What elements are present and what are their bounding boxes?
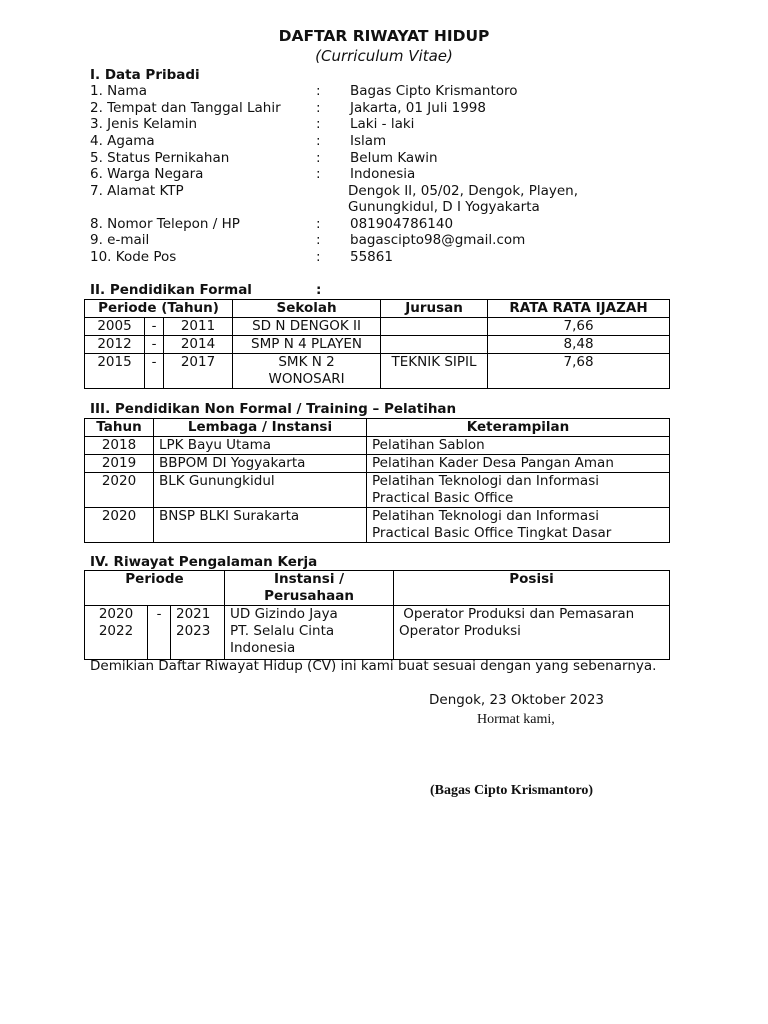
header-period: Periode (Tahun) [85, 300, 233, 318]
section-heading-personal: I. Data Pribadi [90, 67, 200, 83]
field-colon: : [316, 83, 321, 99]
field-value: Indonesia [350, 166, 416, 182]
work-position-2: Operator Produksi [399, 623, 521, 639]
header-year: Tahun [85, 419, 154, 437]
work-start-1: 2020 [98, 606, 134, 622]
header-company [225, 571, 394, 606]
field-value: Jakarta, 01 Juli 1998 [350, 100, 486, 116]
header-period: Periode [85, 571, 225, 606]
table-row [85, 606, 670, 660]
school-name: SD N DENGOK II [233, 318, 381, 336]
table-row [85, 473, 670, 508]
field-label: 7. Alamat KTP [90, 183, 184, 199]
training-year: 2020 [85, 473, 154, 508]
table-header-row [85, 419, 670, 437]
work-position-1: Operator Produksi dan Pemasaran [399, 606, 635, 622]
training-institution: BLK Gunungkidul [154, 473, 367, 508]
field-value-line2: Gunungkidul, D I Yogyakarta [348, 199, 540, 215]
field-colon: : [316, 116, 321, 132]
period-start: 2015 [85, 354, 145, 389]
work-positions [394, 606, 670, 660]
field-colon: : [316, 150, 321, 166]
field-value: Islam [350, 133, 387, 149]
work-companies [225, 606, 394, 660]
field-colon: : [316, 166, 321, 182]
field-label: 9. e-mail [90, 232, 150, 248]
table-row [85, 508, 670, 543]
training-institution: BNSP BLKI Surakarta [154, 508, 367, 543]
work-start-2: 2022 [98, 623, 134, 639]
period-start: 2005 [85, 318, 145, 336]
field-colon: : [316, 232, 321, 248]
field-value: 081904786140 [350, 216, 454, 232]
period-start: 2012 [85, 336, 145, 354]
table-row [85, 437, 670, 455]
work-company-1: UD Gizindo Jaya [230, 606, 338, 622]
section-heading-nonformal: III. Pendidikan Non Formal / Training – Pelatihan [90, 401, 457, 417]
training-skill [367, 508, 670, 543]
major: TEKNIK SIPIL [381, 354, 488, 389]
place-and-date: Dengok, 23 Oktober 2023 [429, 692, 605, 708]
score: 8,48 [488, 336, 670, 354]
header-company-line1: Instansi / [273, 571, 345, 587]
formal-education-table [84, 299, 670, 389]
regards-text: Hormat kami, [477, 712, 555, 727]
section-heading-formal: II. Pendidikan Formal [90, 282, 252, 298]
field-value: Dengok II, 05/02, Dengok, Playen, [348, 183, 579, 199]
field-label: 8. Nomor Telepon / HP [90, 216, 240, 232]
table-header-row [85, 571, 670, 606]
field-colon: : [316, 216, 321, 232]
header-score: RATA RATA IJAZAH [488, 300, 670, 318]
training-skill-line2: Practical Basic Office [372, 490, 514, 506]
school-name-line2: WONOSARI [268, 371, 345, 387]
work-company-2: PT. Selalu Cinta [230, 623, 335, 639]
work-end-2: 2023 [176, 623, 211, 639]
nonformal-training-table [84, 418, 670, 543]
work-start-years [85, 606, 148, 660]
header-skill: Keterampilan [367, 419, 670, 437]
header-school: Sekolah [233, 300, 381, 318]
table-header-row [85, 300, 670, 318]
period-end: 2011 [164, 318, 233, 336]
field-label: 6. Warga Negara [90, 166, 204, 182]
field-colon: : [316, 100, 321, 116]
signature-name: (Bagas Cipto Krismantoro) [430, 783, 594, 798]
training-year: 2019 [85, 455, 154, 473]
work-dash: - [148, 606, 171, 660]
period-dash: - [145, 354, 164, 389]
work-company-2-cont: Indonesia [230, 640, 296, 656]
work-experience-table [84, 570, 670, 660]
document-subtitle: (Curriculum Vitae) [315, 47, 453, 65]
major [381, 318, 488, 336]
field-label: 4. Agama [90, 133, 155, 149]
training-skill-line2: Practical Basic Office Tingkat Dasar [372, 525, 612, 541]
field-label: 5. Status Pernikahan [90, 150, 230, 166]
field-colon: : [316, 249, 321, 265]
header-institution: Lembaga / Instansi [154, 419, 367, 437]
school-name [233, 354, 381, 389]
training-year: 2018 [85, 437, 154, 455]
training-institution: LPK Bayu Utama [154, 437, 367, 455]
header-company-line2: Perusahaan [264, 588, 354, 604]
training-year: 2020 [85, 508, 154, 543]
work-end-1: 2021 [176, 606, 211, 622]
field-label: 1. Nama [90, 83, 147, 99]
table-row [85, 455, 670, 473]
closing-statement: Demikian Daftar Riwayat Hidup (CV) ini kami buat sesuai dengan yang sebenarnya. [90, 658, 657, 674]
score: 7,68 [488, 354, 670, 389]
period-end: 2014 [164, 336, 233, 354]
field-value: Belum Kawin [350, 150, 438, 166]
field-label: 3. Jenis Kelamin [90, 116, 198, 132]
training-skill-line1: Pelatihan Teknologi dan Informasi [372, 473, 599, 489]
school-name-line1: SMK N 2 [278, 354, 335, 370]
training-skill: Pelatihan Sablon [367, 437, 670, 455]
field-label: 10. Kode Pos [90, 249, 177, 265]
period-dash: - [145, 318, 164, 336]
training-skill [367, 473, 670, 508]
table-row [85, 336, 670, 354]
training-skill: Pelatihan Kader Desa Pangan Aman [367, 455, 670, 473]
score: 7,66 [488, 318, 670, 336]
section-heading-work: IV. Riwayat Pengalaman Kerja [90, 554, 318, 570]
table-row [85, 354, 670, 389]
period-end: 2017 [164, 354, 233, 389]
field-value: Bagas Cipto Krismantoro [350, 83, 518, 99]
field-label: 2. Tempat dan Tanggal Lahir [90, 100, 281, 116]
field-value: 55861 [350, 249, 393, 265]
field-value: Laki - laki [350, 116, 415, 132]
period-dash: - [145, 336, 164, 354]
header-major: Jurusan [381, 300, 488, 318]
field-colon: : [316, 133, 321, 149]
training-skill-line1: Pelatihan Teknologi dan Informasi [372, 508, 599, 524]
work-end-years [171, 606, 225, 660]
header-position: Posisi [394, 571, 670, 606]
school-name: SMP N 4 PLAYEN [233, 336, 381, 354]
major [381, 336, 488, 354]
table-row [85, 318, 670, 336]
document-title: DAFTAR RIWAYAT HIDUP [278, 27, 490, 45]
training-institution: BBPOM DI Yogyakarta [154, 455, 367, 473]
field-value: bagascipto98@gmail.com [350, 232, 526, 248]
section-heading-colon: : [316, 282, 322, 298]
